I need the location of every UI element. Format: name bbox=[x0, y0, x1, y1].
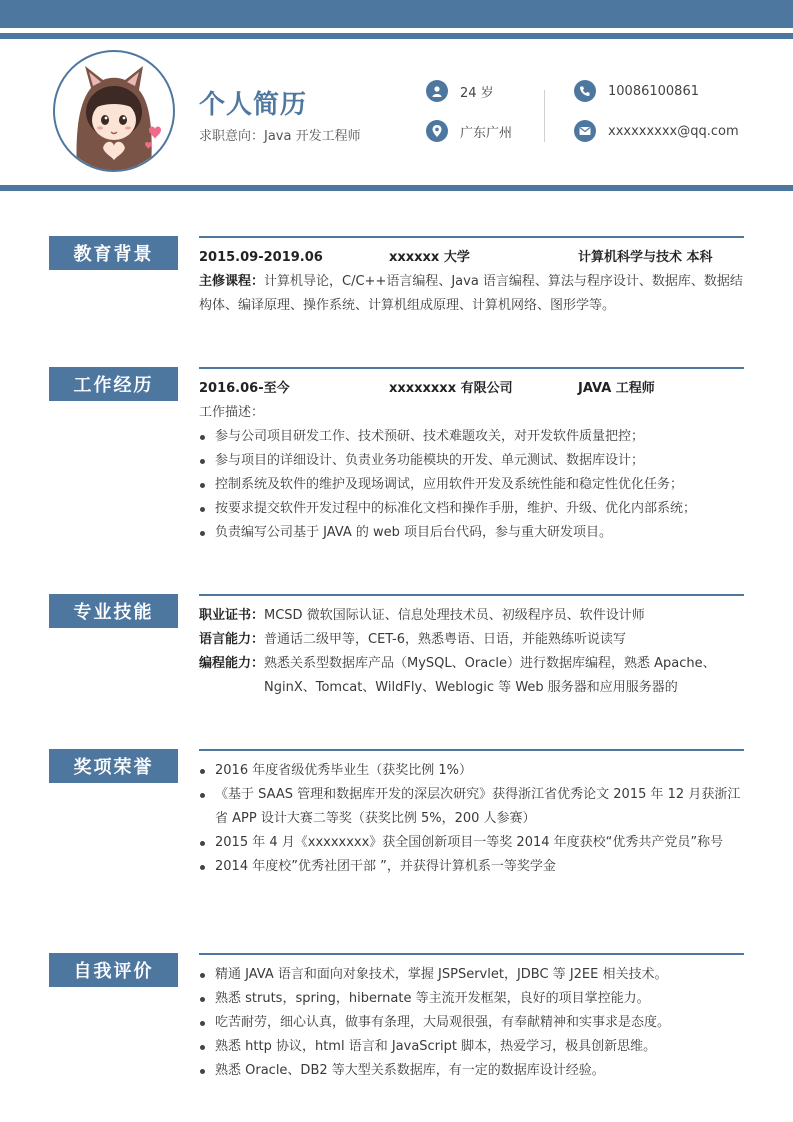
email-text[interactable]: xxxxxxxxx@qq.com bbox=[608, 123, 739, 139]
skill-row bbox=[199, 652, 744, 700]
phone-icon bbox=[574, 80, 596, 102]
section-body-skills bbox=[199, 604, 744, 700]
education-school: xxxxxx 大学 bbox=[389, 250, 470, 265]
list-item: 《基于 SAAS 管理和数据库开发的深层次研究》获得浙江省优秀论文 2015 年 12 月获浙江省 APP 设计大赛二等奖（获奖比例 5%，200 人参赛） bbox=[199, 783, 744, 831]
courses-label: 主修课程： bbox=[199, 274, 265, 289]
job-intent: 求职意向：Java 开发工程师 bbox=[199, 129, 361, 144]
education-header-row bbox=[199, 246, 759, 270]
education-major: 计算机科学与技术 本科 bbox=[578, 250, 713, 265]
list-item: 吃苦耐劳，细心认真，做事有条理，大局观很强，有奉献精神和实事求是态度。 bbox=[199, 1011, 744, 1035]
education-courses bbox=[199, 270, 744, 318]
age-text: 24 岁 bbox=[460, 85, 494, 101]
list-item: 精通 JAVA 语言和面向对象技术，掌握 JSPServlet，JDBC 等 J2EE 相关技术。 bbox=[199, 963, 744, 987]
resume-title: 个人简历 bbox=[199, 90, 308, 120]
work-position: JAVA 工程师 bbox=[578, 381, 655, 396]
education-period: 2015.09-2019.06 bbox=[199, 250, 323, 265]
list-item: 参与公司项目研发工作、技术预研、技术难题攻关，对开发软件质量把控； bbox=[199, 425, 759, 449]
list-item: 2014 年度校”优秀社团干部 ”，并获得计算机系一等奖学金 bbox=[199, 855, 744, 879]
awards-list bbox=[199, 759, 744, 879]
section-body-work bbox=[199, 377, 759, 545]
location-text: 广东广州 bbox=[460, 125, 513, 141]
work-header-row bbox=[199, 377, 759, 401]
section-body-education bbox=[199, 246, 759, 318]
list-item: 熟悉 struts，spring，hibernate 等主流开发框架，良好的项目掌控能力。 bbox=[199, 987, 744, 1011]
skill-text: 熟悉关系型数据库产品（MySQL、Oracle）进行数据库编程，熟悉 Apache、NginX、Tomcat、WildFly、Weblogic 等 Web 服务器和应用服务器的 bbox=[264, 656, 716, 695]
work-company: xxxxxxxx 有限公司 bbox=[389, 381, 513, 396]
top-color-bar bbox=[0, 0, 793, 28]
list-item: 参与项目的详细设计、负责业务功能模块的开发、单元测试、数据库设计； bbox=[199, 449, 759, 473]
skill-label: 语言能力： bbox=[199, 632, 265, 647]
skill-text: 普通话二级甲等，CET-6，熟悉粤语、日语，并能熟练听说读写 bbox=[264, 632, 627, 647]
mail-icon bbox=[574, 120, 596, 142]
section-title-education: 教育背景 bbox=[49, 236, 178, 270]
list-item: 2015 年 4 月《xxxxxxxx》获全国创新项目一等奖 2014 年度获校“优秀共产党员”称号 bbox=[199, 831, 744, 855]
contact-divider bbox=[544, 90, 545, 142]
skill-text: MCSD 微软国际认证、信息处理技术员、初级程序员、软件设计师 bbox=[264, 608, 645, 623]
work-period: 2016.06-至今 bbox=[199, 381, 290, 396]
section-rule-self-evaluation bbox=[199, 953, 744, 955]
header-bottom-rule bbox=[0, 185, 793, 191]
section-rule-awards bbox=[199, 749, 744, 751]
section-title-skills: 专业技能 bbox=[49, 594, 178, 628]
section-body-self-evaluation bbox=[199, 963, 744, 1083]
section-rule-work bbox=[199, 367, 744, 369]
skill-label: 职业证书： bbox=[199, 608, 265, 623]
list-item: 2016 年度省级优秀毕业生（获奖比例 1%） bbox=[199, 759, 744, 783]
section-rule-education bbox=[199, 236, 744, 238]
section-rule-skills bbox=[199, 594, 744, 596]
courses-text: 计算机导论，C/C++语言编程、Java 语言编程、算法与程序设计、数据库、数据结构体、编译原理、操作系统、计算机组成原理、计算机网络、图形学等。 bbox=[199, 274, 743, 313]
list-item: 负责编写公司基于 JAVA 的 web 项目后台代码，参与重大研发项目。 bbox=[199, 521, 759, 545]
self-eval-list bbox=[199, 963, 744, 1083]
location-pin-icon bbox=[426, 120, 448, 142]
phone-text[interactable]: 10086100861 bbox=[608, 83, 699, 99]
list-item: 按要求提交软件开发过程中的标准化文档和操作手册，维护、升级、优化内部系统； bbox=[199, 497, 759, 521]
skill-row bbox=[199, 628, 744, 652]
avatar bbox=[53, 50, 175, 172]
contact-email bbox=[574, 120, 739, 142]
skill-label: 编程能力： bbox=[199, 656, 265, 671]
section-title-work: 工作经历 bbox=[49, 367, 178, 401]
work-duty-list bbox=[199, 425, 759, 545]
person-icon bbox=[426, 80, 448, 102]
section-title-awards: 奖项荣誉 bbox=[49, 749, 178, 783]
contact-location bbox=[426, 120, 512, 142]
section-body-awards bbox=[199, 759, 744, 879]
contact-age bbox=[426, 80, 494, 102]
section-title-self-evaluation: 自我评价 bbox=[49, 953, 178, 987]
skill-row bbox=[199, 604, 744, 628]
work-desc-label: 工作描述： bbox=[199, 405, 265, 420]
contact-phone bbox=[574, 80, 699, 102]
list-item: 控制系统及软件的维护及现场调试，应用软件开发及系统性能和稳定性优化任务； bbox=[199, 473, 759, 497]
header-top-rule bbox=[0, 33, 793, 39]
list-item: 熟悉 Oracle、DB2 等大型关系数据库，有一定的数据库设计经验。 bbox=[199, 1059, 744, 1083]
list-item: 熟悉 http 协议，html 语言和 JavaScript 脚本，热爱学习，极具创新思维。 bbox=[199, 1035, 744, 1059]
